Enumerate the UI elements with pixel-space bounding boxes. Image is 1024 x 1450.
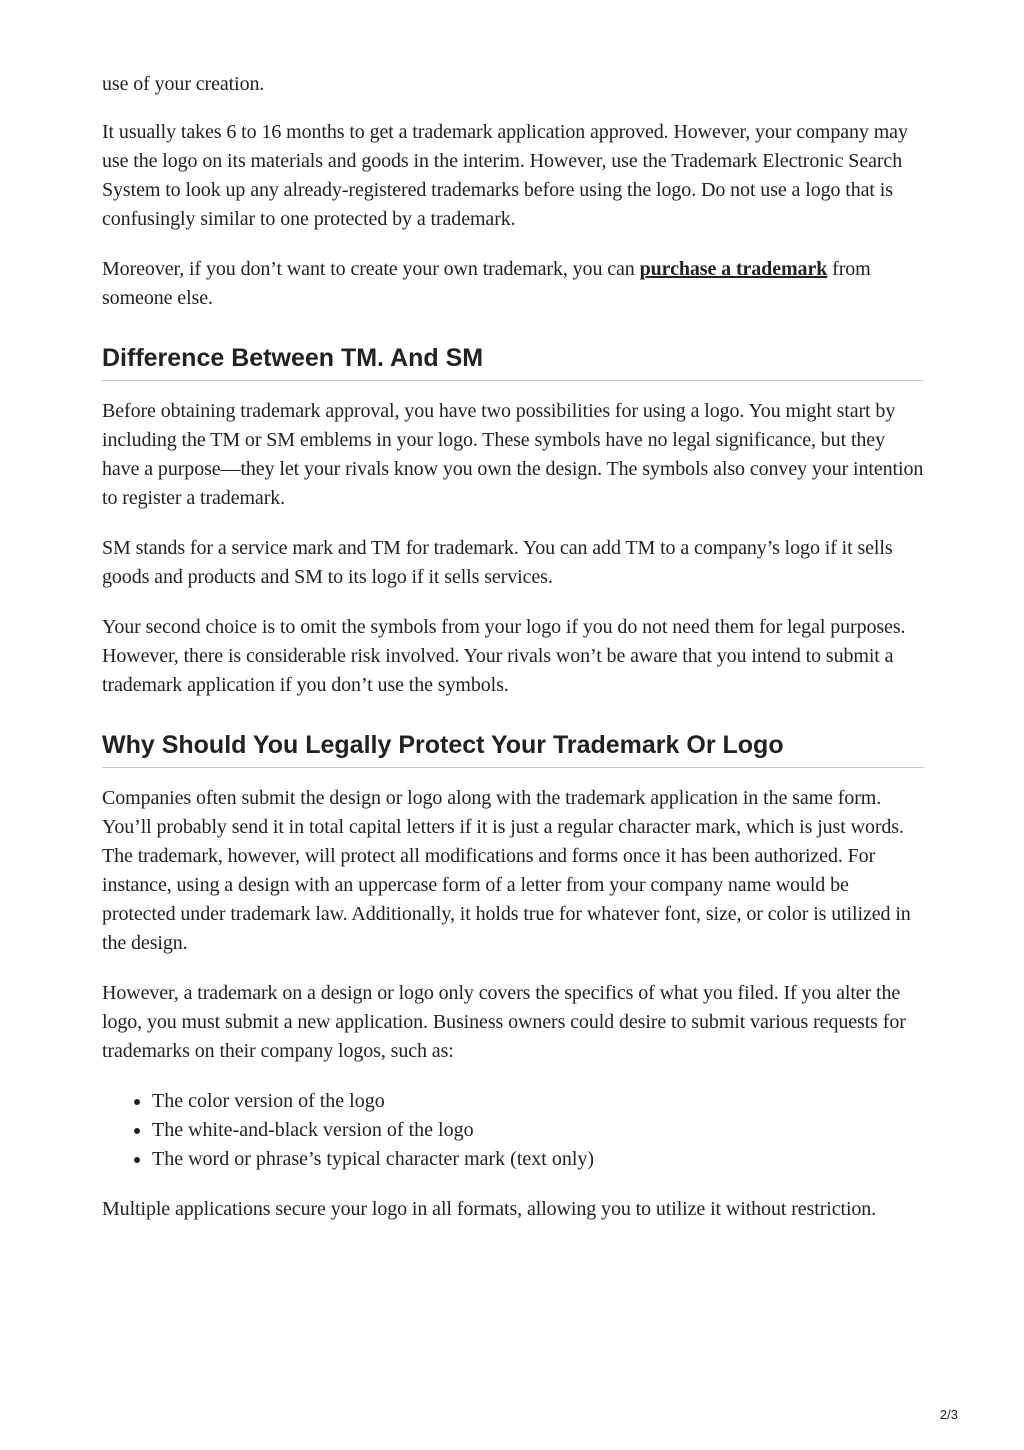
section1-paragraph-1: Before obtaining trademark approval, you have two possibilities for using a logo. You might start by including the TM or SM emblems in your logo. These symbols have no legal significance, but they have a purpose—they let your rivals know you own the design. The symbols also convey your intention to register a trademark. — [102, 400, 924, 509]
list-item: • The color version of the logo — [152, 1087, 924, 1116]
intro-paragraph-2: It usually takes 6 to 16 months to get a trademark application approved. However, your company may use the logo on its materials and goods in the interim. However, use the Trademark Electronic Search System to look up any already-registered trademarks before using the logo. Do not use a logo that is confusingly similar to one protected by a trademark. — [102, 121, 908, 230]
list-item: • The word or phrase’s typical character mark (text only) — [152, 1145, 924, 1174]
section2-paragraph-2: However, a trademark on a design or logo only covers the specifics of what you filed. If you alter the logo, you must submit a new application. Business owners could desire to submit various requests for trademarks on their company logos, such as: — [102, 982, 906, 1062]
section2-paragraph-3: Multiple applications secure your logo in all formats, allowing you to utilize it without restriction. — [102, 1198, 877, 1220]
intro-paragraph-1: use of your creation. — [102, 73, 265, 95]
list-item: • The white-and-black version of the logo — [152, 1116, 924, 1145]
intro-paragraph-3-after: from someone else. — [102, 258, 871, 309]
page-number: 2/3 — [939, 1407, 958, 1422]
logo-versions-list — [102, 1087, 924, 1174]
section-heading-legal-protection: Why Should You Legally Protect Your Trademark Or Logo — [102, 730, 924, 768]
section1-paragraph-3: Your second choice is to omit the symbols from your logo if you do not need them for legal purposes. However, there is considerable risk involved. Your rivals won’t be aware that you intend to submit a trademark application if you don’t use the symbols. — [102, 616, 906, 696]
section1-paragraph-2: SM stands for a service mark and TM for trademark. You can add TM to a company’s logo if it sells goods and products and SM to its logo if it sells services. — [102, 537, 893, 588]
section2-paragraph-1: Companies often submit the design or logo along with the trademark application in the same form. You’ll probably send it in total capital letters if it is just a regular character mark, which is just words. The trademark, however, will protect all modifications and forms once it has been authorized. For instance, using a design with an uppercase form of a letter from your company name would be protected under trademark law. Additionally, it holds true for whatever font, size, or color is utilized in the design. — [102, 787, 911, 954]
section-heading-tm-sm: Difference Between TM. And SM — [102, 343, 924, 381]
document-page — [102, 70, 924, 1245]
intro-paragraph-3-before: Moreover, if you don’t want to create your own trademark, you can — [102, 258, 640, 280]
intro-paragraph-3 — [102, 255, 924, 313]
purchase-trademark-link[interactable]: purchase a trademark — [639, 258, 828, 280]
